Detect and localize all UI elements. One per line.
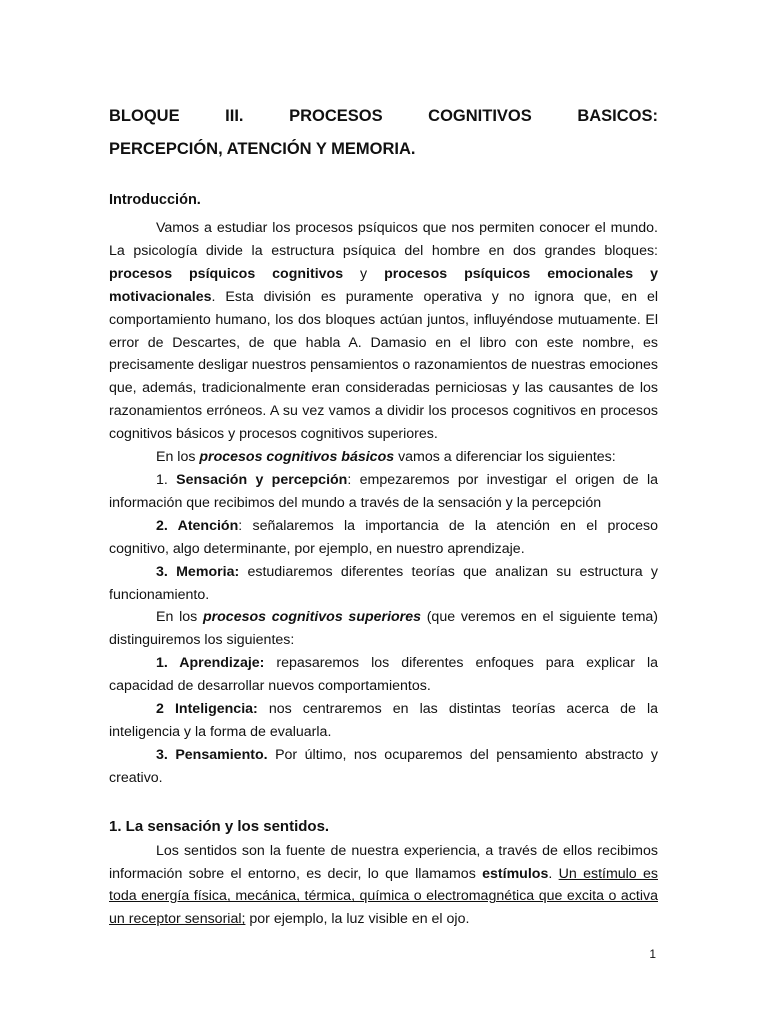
superior-item-2 (109, 698, 658, 744)
bold-term: estímulos (482, 865, 549, 882)
item-text: estudiaremos diferentes teorías que analizan su estructura y funcionamiento. (109, 563, 658, 603)
text-span: . (548, 865, 559, 882)
basic-processes-intro (109, 446, 658, 469)
superior-item-1 (109, 652, 658, 698)
item-text: repasaremos los diferentes enfoques para explicar la capacidad de desarrollar nuevos comportamientos. (109, 655, 658, 695)
text-span: vamos a diferenciar los siguientes: (394, 449, 616, 466)
bold-term: procesos psíquicos emocionales y motivacionales (109, 265, 658, 305)
text-span: Los sentidos son la fuente de nuestra experiencia, a través de ellos recibimos información sobre el entorno, es decir, lo que llamamos (109, 842, 658, 882)
section-1-paragraph (109, 840, 658, 932)
page-number: 1 (649, 947, 656, 961)
emphasis-term: procesos cognitivos superiores (202, 609, 421, 626)
item-text: : señalaremos la importancia de la atención en el proceso cognitivo, algo determinante, por ejemplo, en nuestro aprendizaje. (109, 517, 658, 557)
underlined-definition: Un estímulo es toda energía física, mecánica, térmica, química o electromagnética que excita o activa un receptor sensorial; (109, 865, 659, 928)
title-line-2: PERCEPCIÓN, ATENCIÓN Y MEMORIA. (109, 140, 416, 158)
superior-item-3 (109, 744, 658, 790)
item-label: Sensación y percepción (176, 471, 348, 488)
basic-item-2 (109, 515, 658, 561)
bold-term: procesos psíquicos cognitivos (109, 265, 344, 282)
title-line-1: BLOQUE III. PROCESOS COGNITIVOS BASICOS: (109, 107, 658, 125)
text-span: (que veremos en el siguiente tema) distinguiremos los siguientes: (109, 609, 659, 649)
item-text: : empezaremos por investigar el origen de la información que recibimos del mundo a través de la sensación y la percepción (109, 471, 658, 511)
text-span: . Esta división es puramente operativa y no ignora que, en el comportamiento humano, los dos bloques actúan juntos, influyéndose mutuamente. El error de Descartes, de que habla A. Damasio en el libro con este nombre, es precisamente desligar nuestros pensamientos o razonamientos de nuestras emociones que, además, tradicionalmente eran consideradas perniciosas y las causantes de los razonamientos erróneos. A su vez vamos a dividir los procesos cognitivos en procesos cognitivos básicos y procesos cognitivos superiores. (109, 288, 658, 443)
emphasis-term: procesos cognitivos básicos (199, 449, 395, 466)
section-1-heading: 1. La sensación y los sentidos. (109, 817, 330, 835)
item-number: 1. (156, 471, 177, 488)
intro-heading: Introducción. (109, 192, 201, 208)
text-span: En los (156, 449, 200, 466)
basic-item-3 (109, 561, 658, 607)
text-span: por ejemplo, la luz visible en el ojo. (245, 911, 470, 928)
text-span: En los (156, 609, 203, 626)
text-span: y (343, 265, 385, 282)
document-page (109, 100, 658, 931)
item-label: 1. Aprendizaje: (156, 655, 265, 672)
basic-item-1 (109, 469, 658, 515)
item-label: 3. Pensamiento. (156, 746, 268, 763)
item-text: Por último, nos ocuparemos del pensamiento abstracto y creativo. (109, 746, 658, 786)
intro-paragraph (109, 217, 658, 446)
item-text: nos centraremos en las distintas teorías acerca de la inteligencia y la forma de evaluarla. (109, 701, 659, 740)
superior-processes-intro (109, 606, 658, 652)
item-label: 3. Memoria: (156, 563, 240, 580)
item-label: 2 Inteligencia: (156, 701, 258, 718)
document-title (109, 100, 658, 166)
item-label: 2. Atención (156, 517, 239, 534)
text-span: Vamos a estudiar los procesos psíquicos que nos permiten conocer el mundo. La psicología divide la estructura psíquica del hombre en dos grandes bloques: (109, 220, 658, 259)
